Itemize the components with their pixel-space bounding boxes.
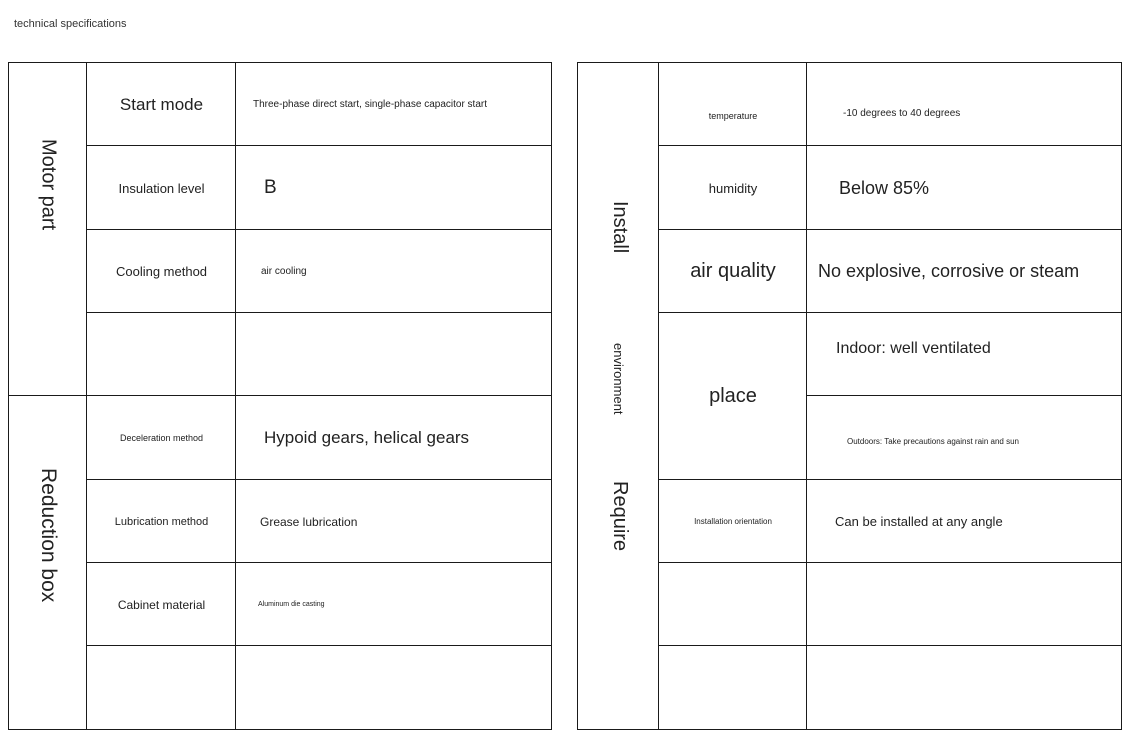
motor-row-label [86, 62, 237, 147]
install-section-word-environment: environment [611, 343, 626, 415]
temperature-value: -10 degrees to 40 degrees [843, 108, 961, 119]
motor-section-label: Motor part [37, 139, 60, 231]
reduction-row-label [86, 395, 237, 481]
motor-row-value [235, 62, 552, 147]
start-mode-label: Start mode [119, 94, 204, 114]
install-row-value [806, 62, 1122, 147]
motor-section-header [8, 62, 88, 397]
install-row-value [806, 645, 1122, 730]
install-row-label [658, 145, 808, 231]
humidity-label: humidity [708, 180, 758, 196]
lubrication-method-value: Grease lubrication [260, 514, 358, 529]
reduction-section-label: Reduction box [37, 468, 60, 603]
reduction-row-label [86, 645, 237, 730]
installation-orientation-label: Installation orientation [694, 517, 772, 526]
air-quality-label: air quality [690, 260, 776, 282]
motor-row-value [235, 229, 552, 314]
cooling-method-value: air cooling [261, 266, 307, 277]
motor-row-label [86, 229, 237, 314]
insulation-level-label: Insulation level [118, 180, 205, 196]
cabinet-material-label: Cabinet material [117, 597, 206, 612]
reduction-row-value [235, 645, 552, 730]
install-section-header [577, 62, 660, 730]
motor-row-value [235, 312, 552, 397]
install-row-value [806, 395, 1122, 481]
air-quality-value: No explosive, corrosive or steam [818, 261, 1080, 281]
temperature-label: temperature [708, 110, 758, 121]
install-row-value [806, 312, 1122, 397]
install-row-label [658, 312, 808, 481]
installation-orientation-value: Can be installed at any angle [835, 514, 1003, 529]
install-row-value [806, 562, 1122, 647]
install-row-label [658, 562, 808, 647]
install-row-value [806, 229, 1122, 314]
cabinet-material-value: Aluminum die casting [258, 601, 325, 608]
deceleration-method-label: Deceleration method [119, 433, 204, 443]
install-section-word-require: Require [609, 481, 631, 552]
deceleration-method-value: Hypoid gears, helical gears [264, 428, 470, 447]
lubrication-method-label: Lubrication method [114, 515, 209, 528]
install-row-value [806, 479, 1122, 564]
place-outdoor-value: Outdoors: Take precautions against rain and sun [847, 436, 1019, 446]
document-title: technical specifications [14, 18, 127, 30]
insulation-level-value: B [264, 177, 277, 198]
install-row-value [806, 145, 1122, 231]
install-row-label [658, 479, 808, 564]
install-section-word-install: Install [609, 201, 631, 254]
motor-row-label [86, 312, 237, 397]
install-row-label [658, 645, 808, 730]
install-row-label [658, 62, 808, 147]
humidity-value: Below 85% [839, 177, 930, 198]
install-row-label [658, 229, 808, 314]
cooling-method-label: Cooling method [115, 264, 208, 279]
motor-row-label [86, 145, 237, 231]
reduction-row-value [235, 562, 552, 647]
motor-row-value [235, 145, 552, 231]
place-indoor-value: Indoor: well ventilated [836, 339, 991, 357]
place-label: place [709, 385, 757, 407]
reduction-section-header [8, 395, 88, 730]
reduction-row-label [86, 562, 237, 647]
start-mode-value: Three-phase direct start, single-phase capacitor start [253, 99, 487, 110]
reduction-row-value [235, 395, 552, 481]
reduction-row-label [86, 479, 237, 564]
reduction-row-value [235, 479, 552, 564]
